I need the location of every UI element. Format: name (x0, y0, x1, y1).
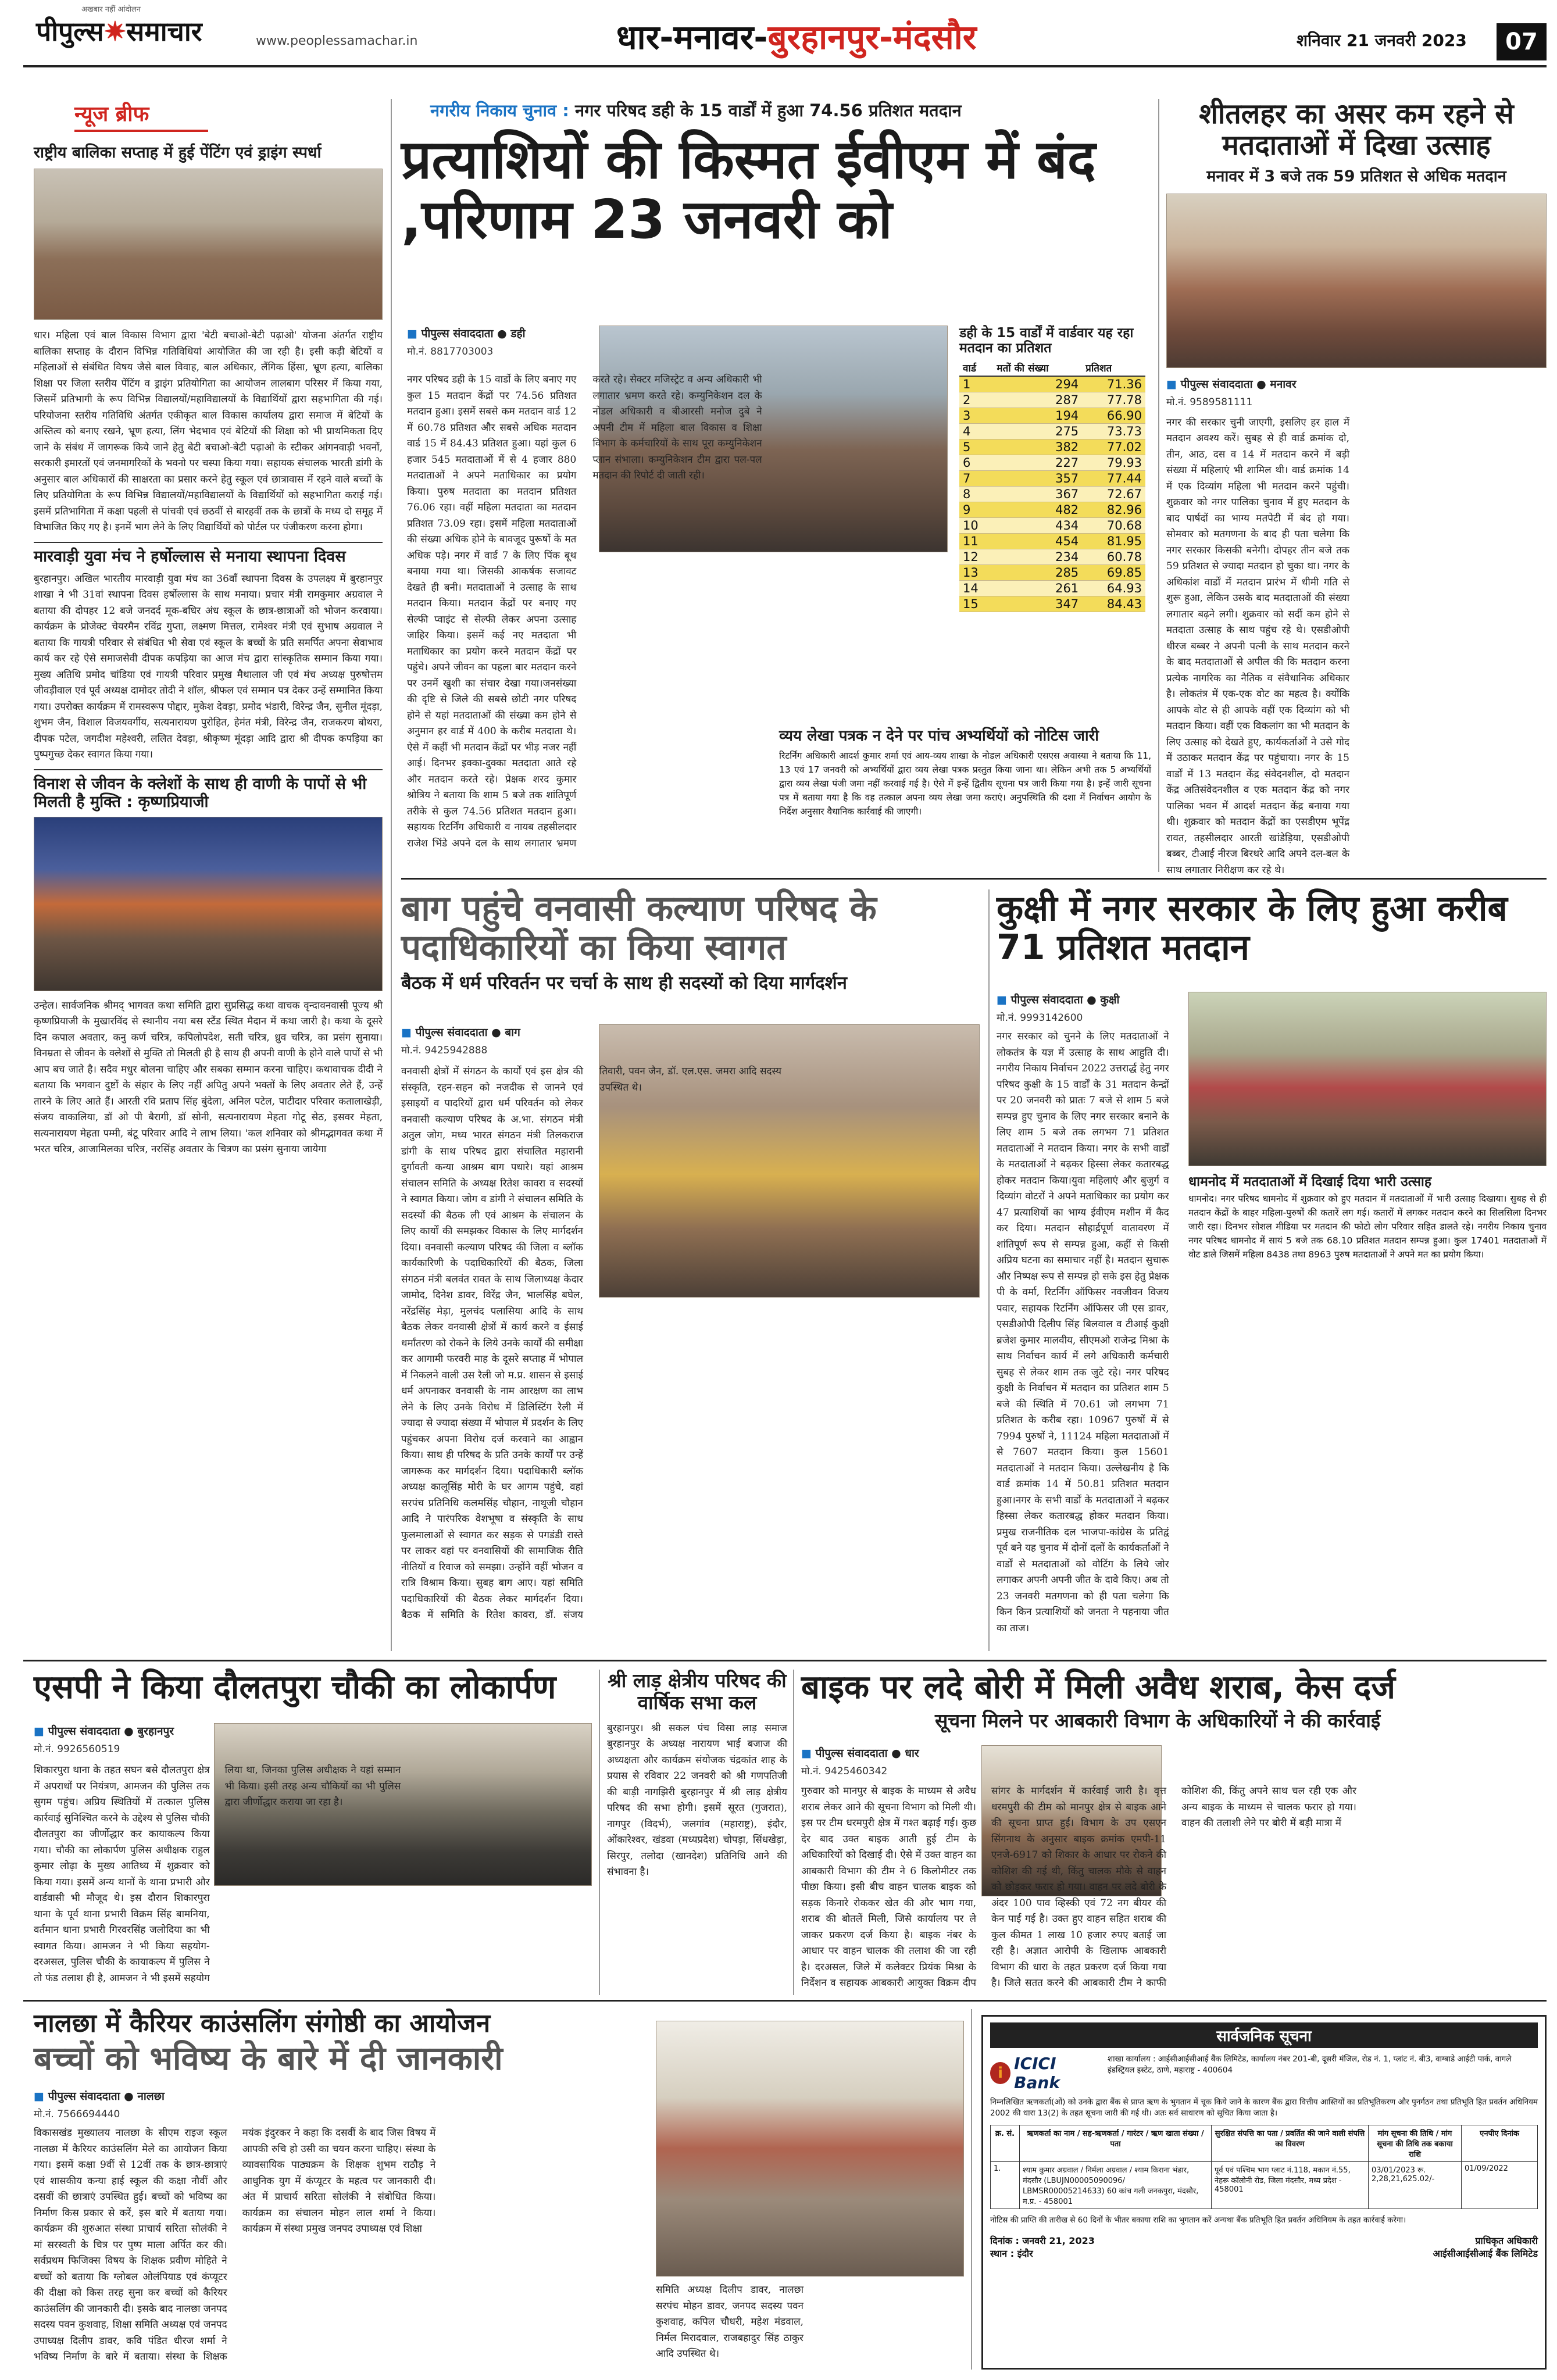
ward-votes-cell: 367 (993, 486, 1082, 502)
liquor-body: गुरुवार को मानपुर से बाइक के माध्यम से अवैध शराब लेकर आने की सूचना विभाग को मिली थी। इस पर टीम धरमपुरी क्षेत्र में गश्त बढ़ाई गई। कुछ देर बाद उक्त बाइक आती हुई टीम के अधिकारियों को दिखाई दी। ऐसे में उक्त वाहन का आबकारी विभाग की टीम ने 6 किलोमीटर तक पीछा किया। इसी बीच वाहन चालक बाइक को सड़क किनारे रोककर खेत की और भाग गया, शराब की बोतलें मिली, जिसे कार्यालय पर ले जाकर प्रकरण दर्ज किया है। बाइक नंबर के आधार पर वाहन चालक की तलाश की जा रही है। दरअसल, जिले में कलेक्टर प्रियंक मिश्रा के निर्देशन व सहायक आबकारी आयुक्त विक्रम दीप सांगर के मार्गदर्शन में कार्रवाई जारी है। वृत्त धरमपुरी की टीम को मानपुर क्षेत्र से बाइक आने की सूचना प्राप्त हुई। विभाग के उप एसएन सिंगनाथ के अनुसार बाइक क्रमांक एमपी-11 एनजे-6917 को शिकार के आधार पर रोकने की कोशिश की गई थी, किंतु चालक मौके से वाहन को छोड़कर फरार हो गया। वाहन पर लदे बोरी के अंदर 100 पाव व्हिस्की एवं 72 नग बीयर की केन पाई गई है। उक्त हुए वाहन सहित शराब की कुल कीमत 1 लाख 10 हजार रुपए बताई जा रही है। अज्ञात आरोपी के खिलाफ आबकारी विभाग की धारा के तहत प्रकरण दर्ज किया गया है। जिले सतत करने की आबकारी टीम ने काफी कोशिश की, किंतु अपने साथ चल रही एक और अन्य बाइक के माध्यम से चालक फरार हो गया। वाहन की तलाशी लेने पर बोरी में बड़ी मात्रा में (801, 1785, 1356, 1989)
region-b: बुरहानपुर-मंदसौर (767, 17, 977, 57)
bottom-rule (23, 2000, 1547, 2002)
lead-kicker (430, 99, 1151, 121)
ward-table-row (959, 549, 1145, 564)
ward-votes-cell: 194 (993, 408, 1082, 423)
brief3-title: विनाश से जीवन के क्लेशों के साथ ही वाणी के पापों से भी मिलती है मुक्ति : कृष्णप्रियाजी (34, 769, 383, 811)
bagh-headline: बाग पहुंचे वनवासी कल्याण परिषद के पदाधिकारियों का किया स्वागत (401, 888, 877, 969)
liquor-mobile: मो.नं. 9425460342 (801, 1766, 888, 1777)
lead-kicker-label: नगरीय निकाय चुनाव : (430, 101, 569, 120)
region-title (616, 13, 976, 59)
ward-percent-cell: 77.78 (1082, 392, 1145, 408)
ward-table-row (959, 455, 1145, 470)
kukshi-byline: ■ पीपुल्स संवाददाता ● कुक्षी (997, 992, 1183, 1007)
notice-cell-demand: 03/01/2023 रू. 2,28,21,625.02/- (1369, 2162, 1462, 2209)
ward-votes-cell: 261 (993, 580, 1082, 596)
notice-col-npa: एनपीए दिनांक (1462, 2125, 1538, 2162)
ward-number-cell: 4 (959, 423, 993, 439)
ward-percent-cell: 66.90 (1082, 408, 1145, 423)
issue-date: शनिवार 21 जनवरी 2023 (1297, 31, 1467, 50)
ward-table-row (959, 580, 1145, 596)
cold-headline: शीतलहर का असर कम रहने से मतदाताओं में दिखा उत्साह (1199, 98, 1514, 162)
ward-percent-cell: 64.93 (1082, 580, 1145, 596)
icici-logo (990, 2054, 1101, 2092)
liquor-byline: ■ पीपुल्स संवाददाता ● धार (801, 1745, 976, 1760)
ward-percent-cell: 81.95 (1082, 533, 1145, 549)
nalchha-mobile: मो.नं. 7566694440 (34, 2109, 120, 2120)
ward-number-cell: 6 (959, 455, 993, 470)
ward-number-cell: 15 (959, 596, 993, 612)
notice-table (990, 2125, 1538, 2209)
ward-table-row (959, 502, 1145, 517)
public-notice (981, 2015, 1547, 2370)
bagh-subhead: बैठक में धर्म परिवर्तन पर चर्चा के साथ ही सदस्यों को दिया मार्गदर्शन (401, 973, 847, 994)
brand-tagline: अखबार नहीं आंदोलन (81, 5, 141, 14)
nalchha-headline: नालछा में कैरियर काउंसलिंग संगोष्ठी का आयोजन (34, 2009, 491, 2038)
notice-cell-sn: 1. (991, 2162, 1020, 2209)
news-brief-column (34, 99, 383, 1158)
notice-col-sn: क्र. सं. (991, 2125, 1020, 2162)
left-column-divider (391, 99, 392, 1651)
cold-story (1166, 98, 1547, 876)
ward-number-cell: 8 (959, 486, 993, 502)
ward-percent-cell: 60.78 (1082, 549, 1145, 564)
ward-number-cell: 9 (959, 502, 993, 517)
notice-signatory: प्राधिकृत अधिकारी (1475, 2235, 1538, 2246)
ward-percent-cell: 84.43 (1082, 596, 1145, 612)
lead-mobile: मो.नं. 8817703003 (407, 346, 494, 358)
ward-percent-cell: 69.85 (1082, 564, 1145, 580)
bagh-mobile: मो.नं. 9425942888 (401, 1045, 488, 1056)
ward-table-row (959, 564, 1145, 580)
expense-notice-block (779, 728, 1151, 819)
kukshi-body: नगर सरकार को चुनने के लिए मतदाताओं ने लोकतंत्र के यज्ञ में उत्साह के साथ आहुति दी। नगरीय निकाय निर्वाचन 2022 उत्तरार्द्ध हेतु नगर परिषद कुक्षी के 15 वार्डों के 31 मतदान केन्द्रों पर 20 जनवरी को प्रातः 7 बजे से शाम 5 बजे सम्पन्न हुए चुनाव के लिए नगर सरकार बनाने के लिए शाम 5 बजे तक लगभग 71 प्रतिशत मतदाताओं ने मतदान किया। नगर के सभी वार्डों के मतदाताओं ने बढ़कर हिस्सा लेकर कतारबद्ध होकर मतदान किया।युवा महिलाएं और बुजुर्ग व दिव्यांग वोटरों ने अपने मताधिकार का प्रयोग कर 47 प्रत्याशियों का भाग्य ईवीएम मशीन में कैद कर दिया। मतदान सौहार्द्रपूर्ण वातावरण में शांतिपूर्ण रूप से सम्पन्न हुआ, कहीं से किसी अप्रिय घटना का समाचार नहीं है। मतदान सुचारू और निष्पक्ष रूप से सम्पन्न हो सके इस हेतु प्रेक्षक पी के वर्मा, रिटर्निंग ऑफिसर नवजीवन विजय पवार, सहायक रिटर्निंग ऑफिसर जी एस डावर, एसडीओपी दिलीप सिंह बिलवाल व टीआई कुक्षी ब्रजेश कुमार मालवीय, सीएमओ राजेन्द्र मिश्रा के साथ निर्वाचन कार्य में लगे अधिकारी कर्मचारी सुबह से लेकर शाम तक जुटे रहे। नगर परिषद कुक्षी के निर्वाचन में मतदान का प्रतिशत शाम 5 बजे की स्थिति में 70.61 जो लगभग 71 प्रतिशत के करीब रहा। 10967 पुरुषों में से 7994 पुरुषों ने, 11124 महिला मतदाताओं में से 7607 मतदान किया। कुल 15601 मतदाताओं ने मतदान किया। उल्लेखनीय है कि वार्ड क्रमांक 14 में 50.81 प्रतिशत मतदान हुआ।नगर के सभी वार्डों के मतदाताओं ने बढ़कर हिस्सा लेकर कतारबद्ध होकर मतदान किया। प्रमुख राजनीतिक दल भाजपा-कांग्रेस के प्रतिद्वं पूर्व बने यह चुनाव में दोनों दलों के कार्यकर्ताओं ने वार्डों से मतदाताओं को वोटिंग के लिये जोर लगाकर अपनी अपनी जीत के दावे किए। अब तो 23 जनवरी मतगणना को ही पता चलेगा कि किन किन प्रत्याशियों को जनता ने पहनाया जीत का ताज। (997, 1031, 1169, 1634)
ward-number-cell: 14 (959, 580, 993, 596)
ward-votes-cell: 382 (993, 439, 1082, 455)
ward-votes-cell: 347 (993, 596, 1082, 612)
ward-number-cell: 11 (959, 533, 993, 549)
brief3-body: उन्हेल। सार्वजनिक श्रीमद् भागवत कथा समिति द्वारा सुप्रसिद्ध कथा वाचक वृन्दावनवासी पूज्य श्री कृष्णप्रियाजी के मुखारविंद से स्थानीय नया बस स्टैंड स्थित मैदान में कथा जारी है। कथा के दूसरे दिन कपाल अवतार, कनु कर्ण चरित्र, कपिलोपदेश, सती चरित्र, ध्रुव चरित्र, का प्रसंग सुनाया। विनम्रता से जीवन के क्लेशों से मुक्ति तो मिलती ही है साथ ही अपनी वाणी के होने वाले पापों से भी आप बच जाते है। सदैव मधुर बोलना चाहिए और सबका सम्मान करना चाहिए। कथावाचक दीदी ने बताया कि भगवान दुष्टों के संहार के लिए नहीं अपितु अपने भक्तों के लिए अवतार लेते हैं, उन्हें तारने के लिए आते हैं। आरती रवि प्रताप सिंह बुंदेला, अनिल पटेल, पाटीदार परिवार कतालाखेड़ी, संजय वाकालिया, डॉ ओ पी बैरागी, डॉ सोनी, सत्यनारायण मेहता गोटू सेठ, इसवर मेहता, सत्यनारायण मेहता पम्मी, बंटू परिवार आदि ने लाभ लिया। 'कल शनिवार को श्रीमद्भागवत कथा में भरत चरित्र, आजामिलका चरित्र, नरसिंह अवतार के चित्रण का प्रसंग सुनाया जायेगा (34, 999, 383, 1156)
ward-table-box (959, 326, 1145, 612)
cold-byline: ■ पीपुल्स संवाददाता ● मनावर (1166, 376, 1341, 391)
icici-logo-icon: i (990, 2062, 1010, 2084)
lead-right-divider (1158, 99, 1159, 872)
notice-intro: निम्नलिखित ऋणकर्ता(ओं) को उनके द्वारा बैंक से प्राप्त ऋण के भुगतान में चूक किये जाने के कारण बैंक द्वारा वित्तीय आस्तियों का प्रतिभूतिकरण और पुनर्गठन तथा प्रतिभूति हित प्रवर्तन अधिनियम 2002 की धारा 13(2) के तहत सूचना जारी की गई थी। अतः सर्व साधारण को सूचित किया जाता है। (990, 2097, 1538, 2118)
ward-table-row (959, 470, 1145, 486)
ward-table-row (959, 392, 1145, 408)
ward-votes-cell: 234 (993, 549, 1082, 564)
ward-number-cell: 3 (959, 408, 993, 423)
brand-star-icon: ✷ (103, 16, 127, 47)
dhamnod-title: धामनोद में मतदाताओं में दिखाई दिया भारी उत्साह (1188, 1174, 1432, 1189)
lead-byline: ■ पीपुल्स संवाददाता ● डही (407, 326, 587, 341)
liquor-story (801, 1670, 1547, 1995)
cold-photo (1166, 194, 1547, 368)
nalchha-caption: समिति अध्यक्ष दिलीप डावर, नालछा सरपंच मोहन डावर, जनपद सदस्य पवन कुशवाह, कपिल चौधरी, महेश मंडवाल, निर्मल मिरादवाल, राजबहादुर सिंह ठाकुर आदि उपस्थित थे। (656, 2284, 804, 2360)
masthead (0, 0, 1557, 70)
cold-subhead: मनावर में 3 बजे तक 59 प्रतिशत से अधिक मतदान (1206, 167, 1506, 185)
ward-percent-cell: 79.93 (1082, 455, 1145, 470)
expense-notice-title: व्यय लेखा पत्रक न देने पर पांच अभ्यर्थियों को नोटिस जारी (779, 727, 1099, 745)
ward-table-row (959, 439, 1145, 455)
ward-votes-cell: 482 (993, 502, 1082, 517)
ward-table-row (959, 376, 1145, 392)
notice-address: शाखा कार्यालय : आईसीआईसीआई बैंक लिमिटेड, कार्यालय नंबर 201-बी, दूसरी मंजिल, रोड नं. 1, प्लांट नं. बी3, वाग्बाडे आईटी पार्क, वागले इंडस्ट्रियल इस्टेट, ठाणे, महाराष्ट्र - 400604 (1108, 2054, 1512, 2075)
ward-table-row (959, 533, 1145, 549)
ward-table-row (959, 596, 1145, 612)
ward-number-cell: 12 (959, 549, 993, 564)
nalchha-body: विकासखंड मुख्यालय नालछा के सीएम राइज स्कूल नालछा में कैरियर काउंसलिंग मेले का आयोजन किया गया। इसमें कक्षा 9वीं से 12वीं तक के छात्र-छात्राएं एवं शासकीय कन्या हाई स्कूल की कक्षा नौवीं और दसवीं की छात्राएं उपस्थित हुई। बच्चों को भविष्य का निर्माण किस प्रकार से करें, इस बारे में बताया गया। कार्यक्रम की शुरुआत संस्था प्राचार्य सरिता सोलंकी ने मां सरस्वती के चित्र पर पुष्प माला अर्पित कर की। सर्वप्रथम फिजिक्स विषय के शिक्षक प्रवीण मोहिते ने बच्चों को बताया कि ग्लोबल ओलंपियाड एवं कंप्यूटर की दीक्षा को किस तरह सुना कर बच्चों को कैरियर काउंसलिंग की जानकारी दी। इसके बाद नालछा जनपद सदस्य पवन कुशवाह, शिक्षा समिति अध्यक्ष एवं जनपद उपाध्यक्ष दिलीप डावर, कवि पंडित धीरज शर्मा ने भविष्य निर्माण के बारे में बताया। संस्था के शिक्षक मयंक इंदुरकर ने कहा कि दसवीं के बाद जिस विषय में आपकी रुचि हो उसी का चयन करना चाहिए। संस्था के व्यावसायिक पाठ्यक्रम के शिक्षक शुभम राठौड़ ने आधुनिक युग में कंप्यूटर के महत्व पर जानकारी दी। अंत में प्राचार्य सरिता सोलंकी ने संबोधित किया। कार्यक्रम का संचालन मोहन लाल शर्मा ने किया। कार्यक्रम में संस्था प्रमुख जनपद उपाध्यक्ष एवं शिक्षा (34, 2127, 436, 2363)
site-url[interactable]: www.peoplessamachar.in (256, 34, 418, 48)
cold-mobile: मो.नं. 9589581111 (1166, 396, 1253, 408)
lad-body: बुरहानपुर। श्री सकल पंच विसा लाड़ समाज बुरहानपुर के अध्यक्ष नारायण भाई बजाज की अध्यक्षता और कार्यक्रम संयोजक चंद्रकांत शाह के प्रयास से रविवार 22 जनवरी को श्री गणपतिजी की बाड़ी नागझिरी बुरहानपुर में श्री लाड़ क्षेत्रीय परिषद की सभा होगी। इसमें सूरत (गुजरात), नागपुर (विदर्भ), जलगांव (महाराष्ट्र), इंदौर, ओंकारेश्वर, खंडवा (मध्यप्रदेश) चोपड़ा, सिंधखेड़ा, सिरपुर, तलोदा (खानदेश) प्रतिनिधि आने की संभावना है। (607, 1722, 787, 1878)
votes-col-header: मतों की संख्या (993, 360, 1082, 376)
brief1-body: धार। महिला एवं बाल विकास विभाग द्वारा 'बेटी बचाओ-बेटी पढ़ाओ' योजना अंतर्गत राष्ट्रीय बालिका सप्ताह के दौरान विभिन्न गतिविधियां आयोजित की जा रही है। इसी कड़ी बेटियों व महिलाओं से संबंधित विषय जैसे बाल विवाह, बाल अधिकार, लैंगिक हिंसा, भ्रूण हत्या, बालिका शिक्षा पर जिला स्तरीय पेंटिंग व ड्राइंग प्रतियोगिता का आयोजन लालबाग परिसर में किया गया, जिसमें प्रतिभागी के रूप विभिन्न विद्यालयों/महाविद्यालयों के विद्यार्थियों द्वारा सहभागिता की गई। परियोजना स्तरीय गतिविधि अंतर्गत एकीकृत बाल विकास कार्यालय द्वारा समाज में बेटियों के अस्तित्व को बनाए रखने, भ्रूण हत्या, लिंग भेदभाव एवं बेटियों की शिक्षा को भी प्राथमिकता दिए जाने के संबंध में जागरूक किये जाने हेतु बेटी बचाओ-बेटी पढ़ाओ के स्टीकर आंगनवाड़ी भवनों, सरकारी इमारतों एवं जनमागरिकों के भवनो पर चस्पा किया गया। सहायक संचालक भारती डांगी के अनुसार बाल अधिकारों की साक्षरता का प्रसार करने हेतु स्कूल एवं छात्रावास में रहने वाले बच्चों के लिए प्रतियोगिता के रूप विभिन्न विद्यालयों/महाविद्यालयों के विद्यार्थियों को सहभागिता कराई गई। इसमें प्रतिभागिता में कक्षा पहली से पांचवी एवं छठवीं से बारहवीं तक के छात्रों के मध्य दो समूह में विभाजित किए गए है। इनमें भाग लेने के लिए विद्यार्थियों को पोर्टल पर पंजीकरण करना होगा। (34, 330, 383, 534)
ward-percent-cell: 77.44 (1082, 470, 1145, 486)
ward-number-cell: 2 (959, 392, 993, 408)
bagh-divider (988, 889, 990, 1651)
ward-number-cell: 1 (959, 376, 993, 392)
brand-right: समाचार (126, 16, 202, 47)
sp-divider (599, 1670, 600, 1995)
ward-number-cell: 10 (959, 517, 993, 533)
ward-table (959, 360, 1145, 612)
ward-percent-cell: 70.68 (1082, 517, 1145, 533)
brief1-photo (34, 169, 383, 320)
brand-logo[interactable] (36, 13, 202, 49)
news-brief-label: न्यूज ब्रीफ (74, 99, 208, 132)
brief1-title: राष्ट्रीय बालिका सप्ताह में हुई पेंटिंग एवं ड्राइंग स्पर्धा (34, 144, 322, 162)
notice-cell-property: पूर्व एवं पश्चिम भाग प्लाट नं.118, मकान नं.55, नेहरू कॉलोनी रोड, जिला मंदसौर, मध्य प्रदेश - 458001 (1212, 2162, 1369, 2209)
notice-col-demand: मांग सूचना की तिथि / मांग सूचना की तिथि तक बकाया राशि (1369, 2125, 1462, 2162)
notice-signatory-bank: आईसीआईसीआई बैंक लिमिटेड (1433, 2248, 1538, 2259)
ward-votes-cell: 227 (993, 455, 1082, 470)
ward-col-header: वार्ड (959, 360, 993, 376)
brief2-body: बुरहानपुर। अखिल भारतीय मारवाड़ी युवा मंच का 36वाँ स्थापना दिवस के उपलक्ष्य में बुरहानपुर शाखा ने भी 31वां स्थापना दिवस हर्षोल्लास के साथ मनाया। प्रचार मंत्री रामकुमार अग्रवाल ने बताया की दोपहर 12 बजे जनदर्द मूक-बधिर अंध स्कूल के छात्र-छात्राओं को भोजन करवाया। कार्यक्रम के प्रोजेक्ट चेयरमैन रविंद्र गुप्ता, लक्ष्मण मित्तल, रामेश्वर मंत्री एवं सुभाष अग्रवाल ने बताया कि गायत्री परिवार से संबंधित भी सेवा एवं स्कूल के बच्चों के प्रति समर्पित अपना सेवाभाव कार्य कर रहे ऐसे समाजसेवी दीपक कपड़िया का आज मंच द्वारा सांस्कृतिक सम्मान किया गया। मुख्य अतिथि प्रमोद चांडिया एवं गायत्री परिवार प्रमुख मैथालाल जी एवं मंच अध्यक्ष पुरुषोत्तम जीवड़ीवाल एवं पूर्व अध्यक्ष दामोदर तोदी ने शॉल, श्रीफल एवं सम्मान पत्र देकर उन्हें सम्मानित किया गया। उपरोक्त कार्यक्रम में रामस्वरूप पोद्दार, मुकेश देवड़ा, प्रमोद भंडारी, विरेन्द्र जैन, सुनील मूंदड़ा, शुभम जैन, विशाल विजयवर्गीय, सत्यनारायण पुरोहित, हेमंत मंत्री, विरेन्द्र जैन, राजकरण बोथरा, दीपक पटेल, जगदीश महेश्वरी, ललित देवड़ा, श्रीकृष्ण मूंदड़ा आदि द्वारा श्री दीपक कपड़िया का पुष्पगुच्छ देकर स्वागत किया गया। (34, 573, 383, 761)
masthead-rule (23, 65, 1547, 67)
ward-number-cell: 5 (959, 439, 993, 455)
sp-body: शिकारपुरा थाना के तहत सघन बसे दौलतपुरा क्षेत्र में अपराधों पर नियंत्रण, आमजन की पुलिस तक सुगम पहुंच। अप्रिय स्थितियों में तत्काल पुलिस कार्रवाई सुनिश्चित करने के उद्देश्य से पुलिस चौकी दौलतपुरा का जीर्णोद्धार कर कायाकल्प किया गया। चौकी का लोकार्पण पुलिस अधीक्षक राहुल कुमार लोढ़ा के मुख्य आतिथ्य में शुक्रवार को किया गया। इसमें अन्य थानों के थाना प्रभारी और वार्डवासी भी मौजूद थे। इस दौरान शिकारपुरा थाना के पूर्व थाना प्रभारी विक्रम सिंह बामनिया, वर्तमान थाना प्रभारी गिरवरसिंह जलोदिया का भी स्वागत किया। आमजन ने भी किया सहयोग- दरअसल, पुलिस चौकी के कायाकल्प में पुलिस ने तो फंड तलाश ही है, आमजन ने भी इसमें सहयोग लिया था, जिनका पुलिस अधीक्षक ने यहां सम्मान भी किया। इसी तरह अन्य चौकियों का भी पुलिस द्वारा जीर्णोद्धार कराया जा रहा है। (34, 1764, 401, 1984)
ward-table-title: डही के 15 वार्डों में वार्डवार यह रहा मतदान का प्रतिशत (959, 326, 1134, 356)
sp-byline: ■ पीपुल्स संवाददाता ● बुरहानपुर (34, 1723, 208, 1738)
cold-body: नगर की सरकार चुनी जाएगी, इसलिए हर हाल में मतदान अवश्य करें। सुबह से ही वार्ड क्रमांक दो, तीन, आठ, दस व 14 में मतदान करने में बड़ी संख्या में महिलाएं भी शामिल थी। वार्ड क्रमांक 14 में एक दिव्यांग महिला भी मतदान करने पहुंची। शुक्रवार को नगर पालिका चुनाव में हुए मतदान के बाद पार्षदों का भाग्य मतपेटी में बंद हो गया। सोमवार को मतगणना के बाद ही पता चलेगा कि नगर सरकार किसकी बनेगी। दोपहर तीन बजे तक 59 प्रतिशत से ज्यादा मतदान हो चुका था। नगर के अधिकांश वार्डों में मतदान प्रारंभ में धीमी गति से शुरू हुआ, लेकिन उसके बाद मतदाताओं की संख्या लगातार बढ़ने लगी। शुक्रवार को सर्दी कम होने से मतदाता उत्साह के साथ पहुंच रहे थे। एसडीओपी धीरज बब्बर ने अपनी पत्नी के साथ मतदान करने के बाद मतदाताओं से अपील की कि मतदान करना प्रत्येक नागरिक का नैतिक व संवैधानिक अधिकार है। लोकतंत्र में एक-एक वोट का महत्व है। क्योंकि आपके वोट से ही आपके वहीं एक दिव्यांग को भी मतदान किया। वहीं एक विकलांग का भी मतदान के लिए उत्साह को देखते हुए, कार्यकर्ताओं ने उसे गोद में उठाकर मतदान केंद्र पर पहुंचाया। नगर के 15 वार्डों में 13 मतदान केंद्र संवेदनशील, दो मतदान केंद्र अतिसंवेदनशील व एक मतदान केंद्र को नगर पालिका भवन में आदर्श मतदान केंद्र बनाया गया थी। शुक्रवार को मतदान केंद्रों का एसडीएम भूपेंद्र रावत, तहसीलदार आरती खांडेड़िया, एसडीओपी बब्बर, टीआई नीरज बिरथरे आदि अपने दल-बल के साथ लगातार निरीक्षण कर रहे थे। (1166, 416, 1349, 876)
region-a: धार-मनावर- (616, 17, 768, 57)
bagh-body: वनवासी क्षेत्रों में संगठन के कार्यों एवं इस क्षेत्र की संस्कृति, रहन-सहन को नजदीक से जानने एवं इसाइयों व पादरियों द्वारा धर्म परिवर्तन को लेकर वनवासी कल्याण परिषद के अ.भा. संगठन मंत्री अतुल जोग, मध्य भारत संगठन मंत्री तिलकराज डांगी के साथ परिषद द्वारा संचालित महारानी दुर्गावती कन्या आश्रम बाग पधारे। यहां आश्रम संचालन समिति के अध्यक्ष रितेश कावरा व सदस्यों ने स्वागत किया। जोग व डांगी ने संचालन समिति के सदस्यों की बैठक ली एवं आश्रम के संचालन के लिए कार्यों की समझकर विकास के लिए मार्गदर्शन दिया। वनवासी कल्याण परिषद की जिला व ब्लॉक कार्यकारिणी के पदाधिकारियों की बैठक, जिला संगठन मंत्री बलवंत रावत के साथ जिलाध्यक्ष केदार जामोद, दिनेश डावर, विरेंद्र जैन, भालसिंह बघेल, नरेंद्रसिंह मेड़ा, मुलचंद पलासिया आदि के साथ बैठक लेकर वनवासी क्षेत्रों में कार्य करने व ईसाई धर्मांतरण को रोकने के लिये उनके कार्यों की समीक्षा कर आगामी फरवरी माह के दूसरे सप्ताह में भोपाल में निकलने वाली उस रैली जो म.प्र. शासन से इसाई धर्म अपनाकर वनवासी के नाम आरक्षण का लाभ लेने के लिए उनके विरोध में डिलिस्टिंग रैली में ज्यादा से ज्यादा संख्या में भोपाल में प्रदर्शन के लिए पहुंचकर अपना विरोध दर्ज करवाने का आह्वान किया। साथ ही परिषद के प्रति उनके कार्यों पर उन्हें जागरूक कर मार्गदर्शन दिया। पदाधिकारी ब्लॉक अध्यक्ष कालूसिंह मोरी के घर आगम पहुंचे, वहां सरपंच प्रतिनिधि कलमसिंह चौहान, नाथूजी चौहान आदि ने पारंपरिक वेशभूषा व संस्कृति के साथ फुलमालाओं से स्वागत कर सड़क से पगडंडी रास्ते पर लाकर वहां पर वनवासियों की सामाजिक रीति नीतियों व रिवाज को समझा। उन्होंने वहीं भोजन व रात्रि विश्राम किया। सुबह बाग आए। यहां समिति पदाधिकारियों की बैठक लेकर मार्गदर्शन दिया। बैठक में समिति के रितेश कावरा, डॉ. संजय तिवारी, पवन जैन, डॉ. एल.एस. जमरा आदि सदस्य उपस्थित थे। (401, 1066, 781, 1621)
lead-kicker-text: नगर परिषद डही के 15 वार्डों में हुआ 74.56 प्रतिशत मतदान (574, 101, 962, 120)
ward-table-row (959, 423, 1145, 439)
bagh-byline: ■ पीपुल्स संवाददाता ● बाग (401, 1024, 593, 1039)
notice-table-head (991, 2125, 1538, 2162)
notice-col-property: सुरक्षित संपत्ति का पता / प्रवर्तित की जाने वाली संपत्ति का विवरण (1212, 2125, 1369, 2162)
dhamnod-body: धामनोद। नगर परिषद धामनोद में शुक्रवार को हुए मतदान में मतदाताओं में भारी उत्साह दिखाया। सुबह से ही मतदान केंद्रों के बाहर महिला-पुरुषों की कतारें लग गई। कतारों में लगकर मतदान करने का सिलसिला दिनभर जारी रहा। दिनभर सोशल मीडिया पर मतदान की फोटो लोग परिवार सहित डालते रहे। नगरीय निकाय चुनाव नगर परिषद धामनोद में सायं 5 बजे तक 68.10 प्रतिशत मतदान सम्पन्न हुआ। कुल 17401 मतदाताओं में वोट डाले जिसमें महिला 8438 तथा 8963 पुरुष मतदाताओं ने अपने मत का प्रयोग किया। (1188, 1193, 1547, 1260)
ward-percent-cell: 77.02 (1082, 439, 1145, 455)
nalchha-photo (656, 2021, 964, 2277)
notice-cell-npa: 01/09/2022 (1462, 2162, 1538, 2209)
percent-col-header: प्रतिशत (1082, 360, 1145, 376)
expense-notice-body: रिटर्निंग अधिकारी आदर्श कुमार शर्मा एवं आय-व्यय शाखा के नोडल अधिकारी एसएस अवास्या ने बताया कि 11, 13 एवं 17 जनवरी को अभ्यर्थियों द्वारा व्यय लेखा पत्रक प्रस्तुत किया जाना था। लेकिन अभी तक 5 अभ्यर्थियों द्वारा व्यय लेखा पंजी जमा नहीं करवाई गई है। ऐसे में इन्हें द्वितीय सूचना पत्र जारी किया गया है। इन्हें जारी सूचना पत्र में बताया गया है कि वह तत्काल अपना व्यय लेखा जमा कराएं। अनुपस्थिति की दशा में निर्वाचन आयोग के निर्देश अनुसार वैधानिक कार्रवाई की जाएगी। (779, 750, 1151, 817)
ward-votes-cell: 357 (993, 470, 1082, 486)
kukshi-byline-block (997, 992, 1183, 1024)
ward-votes-cell: 434 (993, 517, 1082, 533)
sp-story (34, 1670, 592, 1995)
ward-number-cell: 13 (959, 564, 993, 580)
nalchha-subhead: बच्चों को भविष्य के बारे में दी जानकारी (34, 2040, 503, 2078)
lower-rule (23, 1660, 1547, 1661)
ward-table-row (959, 486, 1145, 502)
brief3-photo (34, 817, 383, 991)
ward-votes-cell: 287 (993, 392, 1082, 408)
ward-votes-cell: 454 (993, 533, 1082, 549)
ward-table-row (959, 408, 1145, 423)
sp-byline-block (34, 1723, 208, 1755)
kukshi-story (997, 889, 1547, 1657)
ward-percent-cell: 72.67 (1082, 486, 1145, 502)
ward-percent-cell: 71.36 (1082, 376, 1145, 392)
lad-divider (793, 1670, 794, 1995)
notice-divider (971, 2009, 972, 2370)
brief2-title: मारवाड़ी युवा मंच ने हर्षोल्लास से मनाया स्थापना दिवस (34, 542, 383, 566)
icici-bank-name: ICICI Bank (1014, 2054, 1060, 2092)
page-number: 07 (1497, 23, 1547, 60)
bagh-story (401, 889, 983, 1657)
lad-headline: श्री लाड़ क्षेत्रीय परिषद की वार्षिक सभा कल (608, 1669, 787, 1714)
notice-col-borrower: ऋणकर्ता का नाम / सह-ऋणकर्ता / गारंटर / ऋण खाता संख्या / पता (1020, 2125, 1212, 2162)
nalchha-byline-block (34, 2088, 208, 2120)
notice-title: सार्वजनिक सूचना (990, 2022, 1538, 2048)
kukshi-headline: कुक्षी में नगर सरकार के लिए हुआ करीब 71 प्रतिशत मतदान (997, 888, 1508, 969)
lead-body: नगर परिषद डही के 15 वार्डो के लिए बनाए गए कुल 15 मतदान केंद्रों पर 74.56 प्रतिशत मतदान हुआ। इसमें सबसे कम मतदान वार्ड 12 में 60.78 प्रतिशत और सबसे अधिक मतदान वार्ड 15 में 84.43 प्रतिशत हुआ। यहां कुल 6 हजार 545 मतदाताओं में से 4 हजार 880 मतदाताओं ने अपने मताधिकार का प्रयोग किया। पुरुष मतदाता का मतदान प्रतिशत 76.06 रहा। वहीं महिला मतदाता का मतदान प्रतिशत 73.09 रहा। इसमें महिला मतदाताओं की संख्या अधिक होने के बावजूद पुरूषों के मत अधिक पड़े। नगर में वार्ड 7 के लिए पिंक बूथ बनाया गया था। जिसकी आकर्षक सजावट देखते ही बनी। मतदाताओं ने उत्साह के साथ मतदान किया। मतदान केंद्रों पर बनाए गए सेल्फी प्वाइंट से सेल्फी लेकर अपना उत्साह जाहिर किया। इसमें कई नए मतदाता भी मताधिकार का प्रयोग करने मतदान केंद्रों पर पहुंचे। अपने जीवन का पहला बार मतदान करने पर उनमें खुशी का संचार देखा गया।जनसंख्या की दृष्टि से जिले की सबसे छोटी नगर परिषद होने से यहां मतदाताओं की संख्या कम होने से अनुमान हर वार्ड में 400 के करीब मतदाता थे। ऐसे में कहीं भी मतदान केंद्रों पर भीड़ नजर नहीं आई। दिनभर इक्का-दुक्का मतदाता आते रहे और मतदान करते रहे। प्रेक्षक शरद कुमार श्रोत्रिय ने बताया कि शाम 5 बजे तक शांतिपूर्ण तरीके से कुल 74.56 प्रतिशत मतदान हुआ। सहायक रिटर्निंग अधिकारी व नायब तहसीलदार राजेश भिंडे अपने दल के साथ लगातार भ्रमण करते रहे। सेक्टर मजिस्ट्रेट व अन्य अधिकारी भी लगातार भ्रमण करते रहे। कम्युनिकेशन दल के नोडल अधिकारी व बीआरसी मनोज दुबे ने अपनी टीम में महिला बाल विकास व शिक्षा विभाग के कर्मचारियों के साथ पूरा कम्युनिकेशन प्लान संभाला। कम्युनिकेशन टीम द्वारा पल-पल मतदान की रिपोर्ट दी जाती रही। (407, 374, 762, 849)
lead-byline-block (407, 326, 587, 358)
ward-percent-cell: 73.73 (1082, 423, 1145, 439)
liquor-headline: बाइक पर लदे बोरी में मिली अवैध शराब, केस दर्ज (801, 1668, 1395, 1706)
ward-votes-cell: 275 (993, 423, 1082, 439)
notice-date: दिनांक : जनवरी 21, 2023 (990, 2235, 1095, 2246)
brand-left: पीपुल्स (36, 16, 104, 47)
ward-number-cell: 7 (959, 470, 993, 486)
nalchha-story (34, 2009, 964, 2370)
liquor-subhead: सूचना मिलने पर आबकारी विभाग के अधिकारियों ने की कार्रवाई (935, 1709, 1381, 1732)
notice-place: स्थान : इंदौर (990, 2248, 1033, 2259)
notice-row (991, 2162, 1538, 2209)
sp-mobile: मो.नं. 9926560519 (34, 1743, 120, 1755)
liquor-byline-block (801, 1745, 976, 1777)
notice-cell-borrower: श्याम कुमार अग्रवाल / निर्मला अग्रवाल / श्याम किराना भंडार, मंदसौर (LBUJN00005090096/ LBMSR00005214633) 60 कांच गली जनकपुरा, मंदसौर, म.प्र. - 458001 (1020, 2162, 1212, 2209)
lad-story (607, 1670, 787, 1995)
bagh-byline-block (401, 1024, 593, 1056)
sp-headline: एसपी ने किया दौलतपुरा चौकी का लोकार्पण (34, 1668, 556, 1706)
nalchha-byline: ■ पीपुल्स संवाददाता ● नालछा (34, 2088, 208, 2103)
notice-footer: नोटिस की प्राप्ति की तारीख से 60 दिनों के भीतर बकाया राशि का भुगतान करें अन्यथा बैंक प्रतिभूति हित प्रवर्तन अधिनियम के तहत कार्रवाई करेगा। (990, 2215, 1406, 2225)
ward-table-row (959, 517, 1145, 533)
kukshi-mobile: मो.नं. 9993142600 (997, 1012, 1083, 1024)
lead-headline: प्रत्याशियों की किस्मत ईवीएम में बंद ,परिणाम 23 जनवरी को (401, 128, 1096, 251)
ward-votes-cell: 285 (993, 564, 1082, 580)
ward-table-head (959, 360, 1145, 376)
ward-votes-cell: 294 (993, 376, 1082, 392)
ward-percent-cell: 82.96 (1082, 502, 1145, 517)
mid-rule (401, 878, 1547, 880)
